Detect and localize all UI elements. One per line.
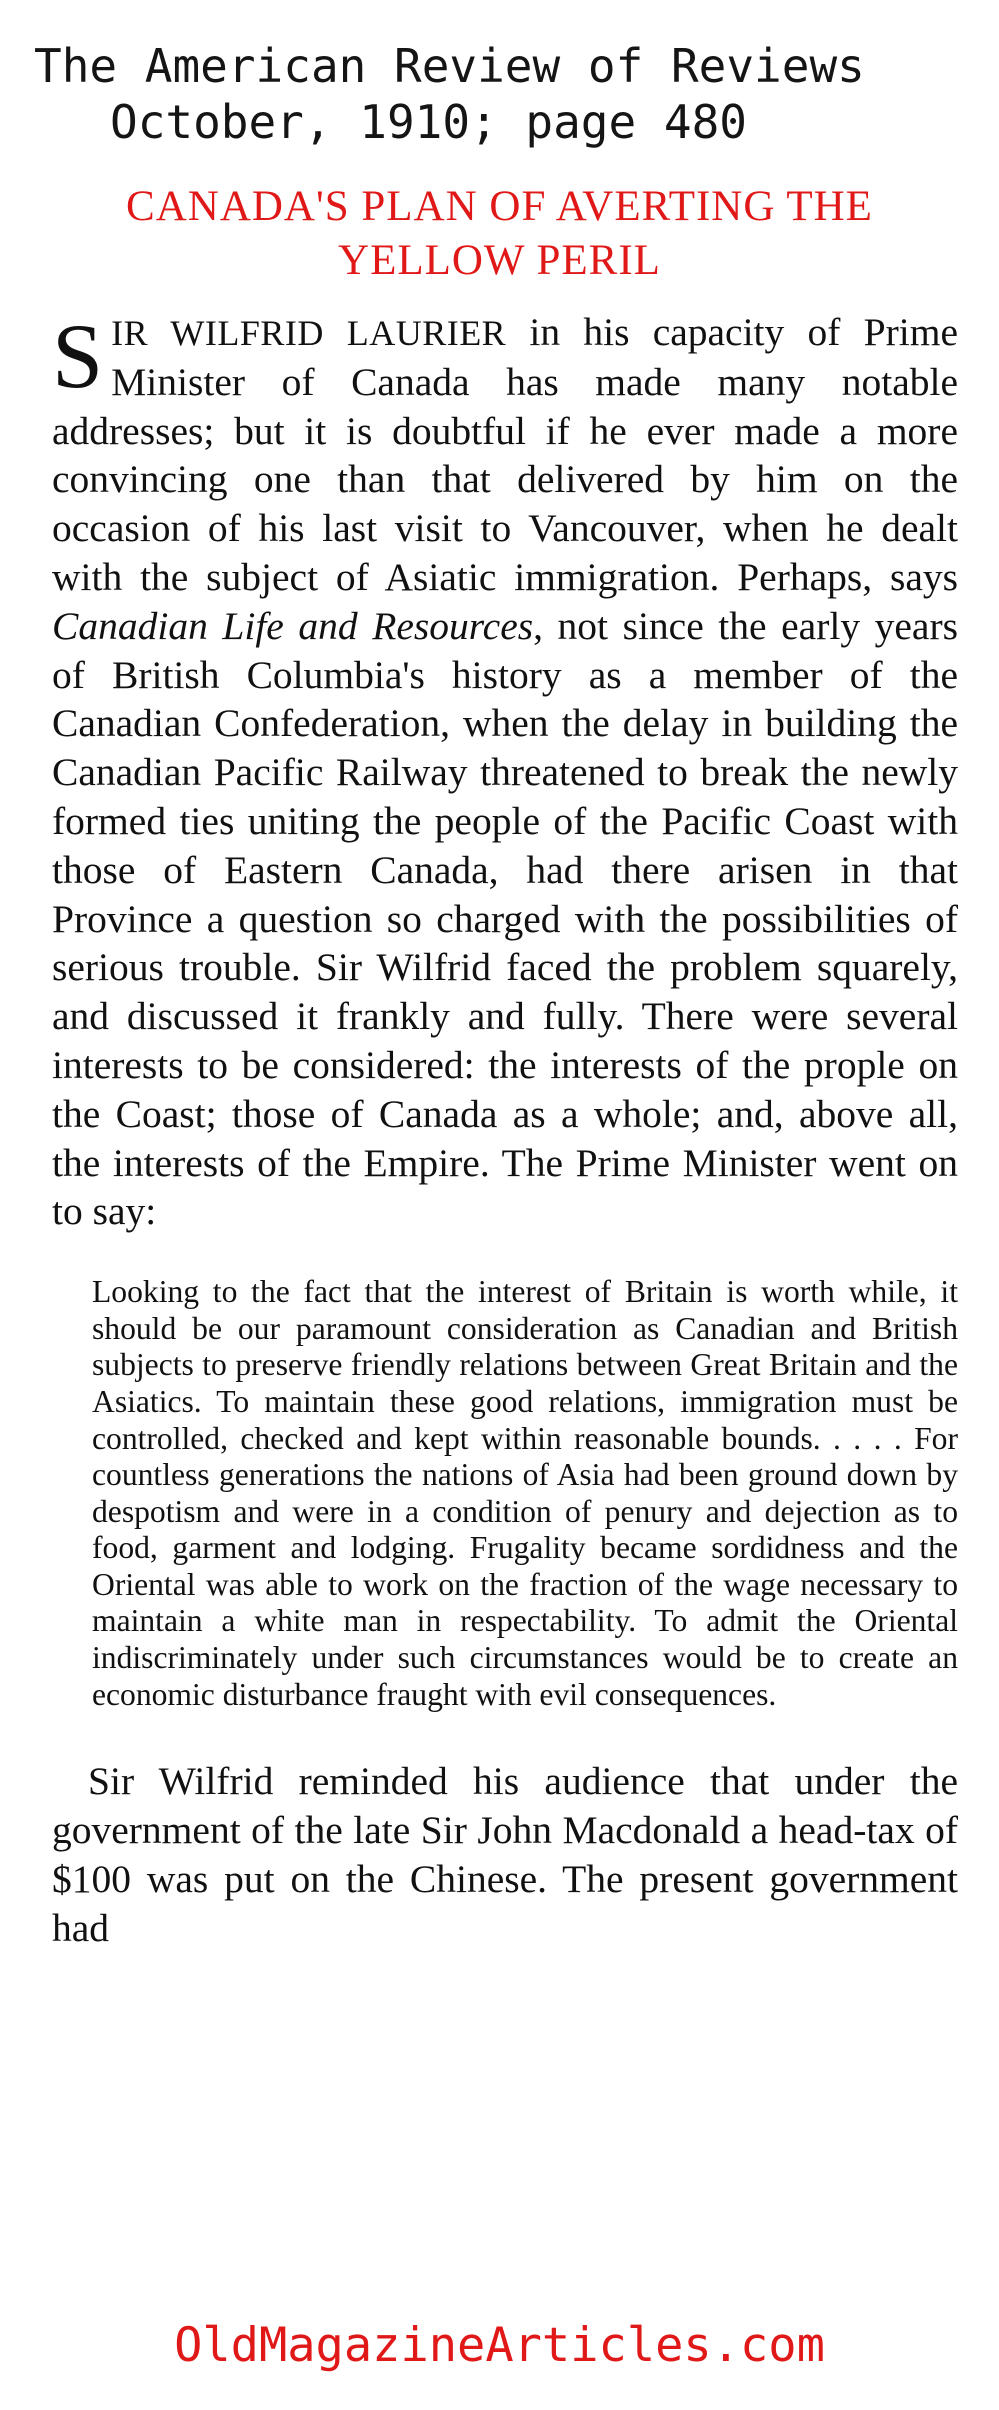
paragraph-1	[52, 305, 958, 1236]
paragraph-1-text-a: in his capacity of Prime Minister of Canada has made many notable addresses; but it is doubtful if he ever made a more convincing one than that delivered by him on the occasion of his last visit to Vancouver, when he dealt with the subject of Asiatic immigration. Perhaps, says	[52, 310, 958, 599]
article-body	[52, 305, 958, 1952]
headline-line-1: CANADA'S PLAN OF AVERTING THE	[126, 183, 873, 230]
source-title: Canadian Life and Resources	[52, 603, 534, 648]
publication-title: The American Review of Reviews	[34, 39, 865, 93]
drop-cap: S	[52, 305, 104, 407]
headline-line-2: YELLOW PERIL	[338, 237, 661, 284]
lead-in-caps: IR WILFRID LAURIER	[111, 313, 507, 353]
site-watermark: OldMagazineArticles.com	[174, 2318, 825, 2373]
paragraph-1-text-b: , not since the early years of British Columbia's history as a member of the Canadian Confederation, when the delay in building the Canadian Pacific Railway threatened to break the newly formed ties uniting the people of the Pacific Coast with those of Eastern Canada, had there arisen in that Province a question so charged with the possibilities of serious trouble. Sir Wilfrid faced the problem squarely, and discussed it frankly and fully. There were several interests to be considered: the interests of the prople on the Coast; those of Canada as a whole; and, above all, the interests of the Empire. The Prime Minister went on to say:	[52, 603, 958, 1234]
paragraph-2: Sir Wilfrid reminded his audience that under the government of the late Sir John Macdonald a head-tax of $100 was put on the Chinese. The present government had	[52, 1759, 958, 1950]
article-headline	[0, 180, 999, 288]
block-quote: Looking to the fact that the interest of Britain is worth while, it should be our paramount consideration as Canadian and British subjects to preserve friendly relations between Great Britain and the Asiatics. To maintain these good relations, immigration must be controlled, checked and kept within reasonable bounds. . . . . For countless generations the nations of Asia had been ground down by despotism and were in a condition of penury and dejection as to food, garment and lodging. Frugality became sordidness and the Oriental was able to work on the fraction of the wage necessary to maintain a white man in respectability. To admit the Oriental indiscriminately under such circumstances would be to create an economic disturbance fraught with evil consequences.	[92, 1274, 958, 1712]
publication-dateline: October, 1910; page 480	[110, 95, 747, 149]
